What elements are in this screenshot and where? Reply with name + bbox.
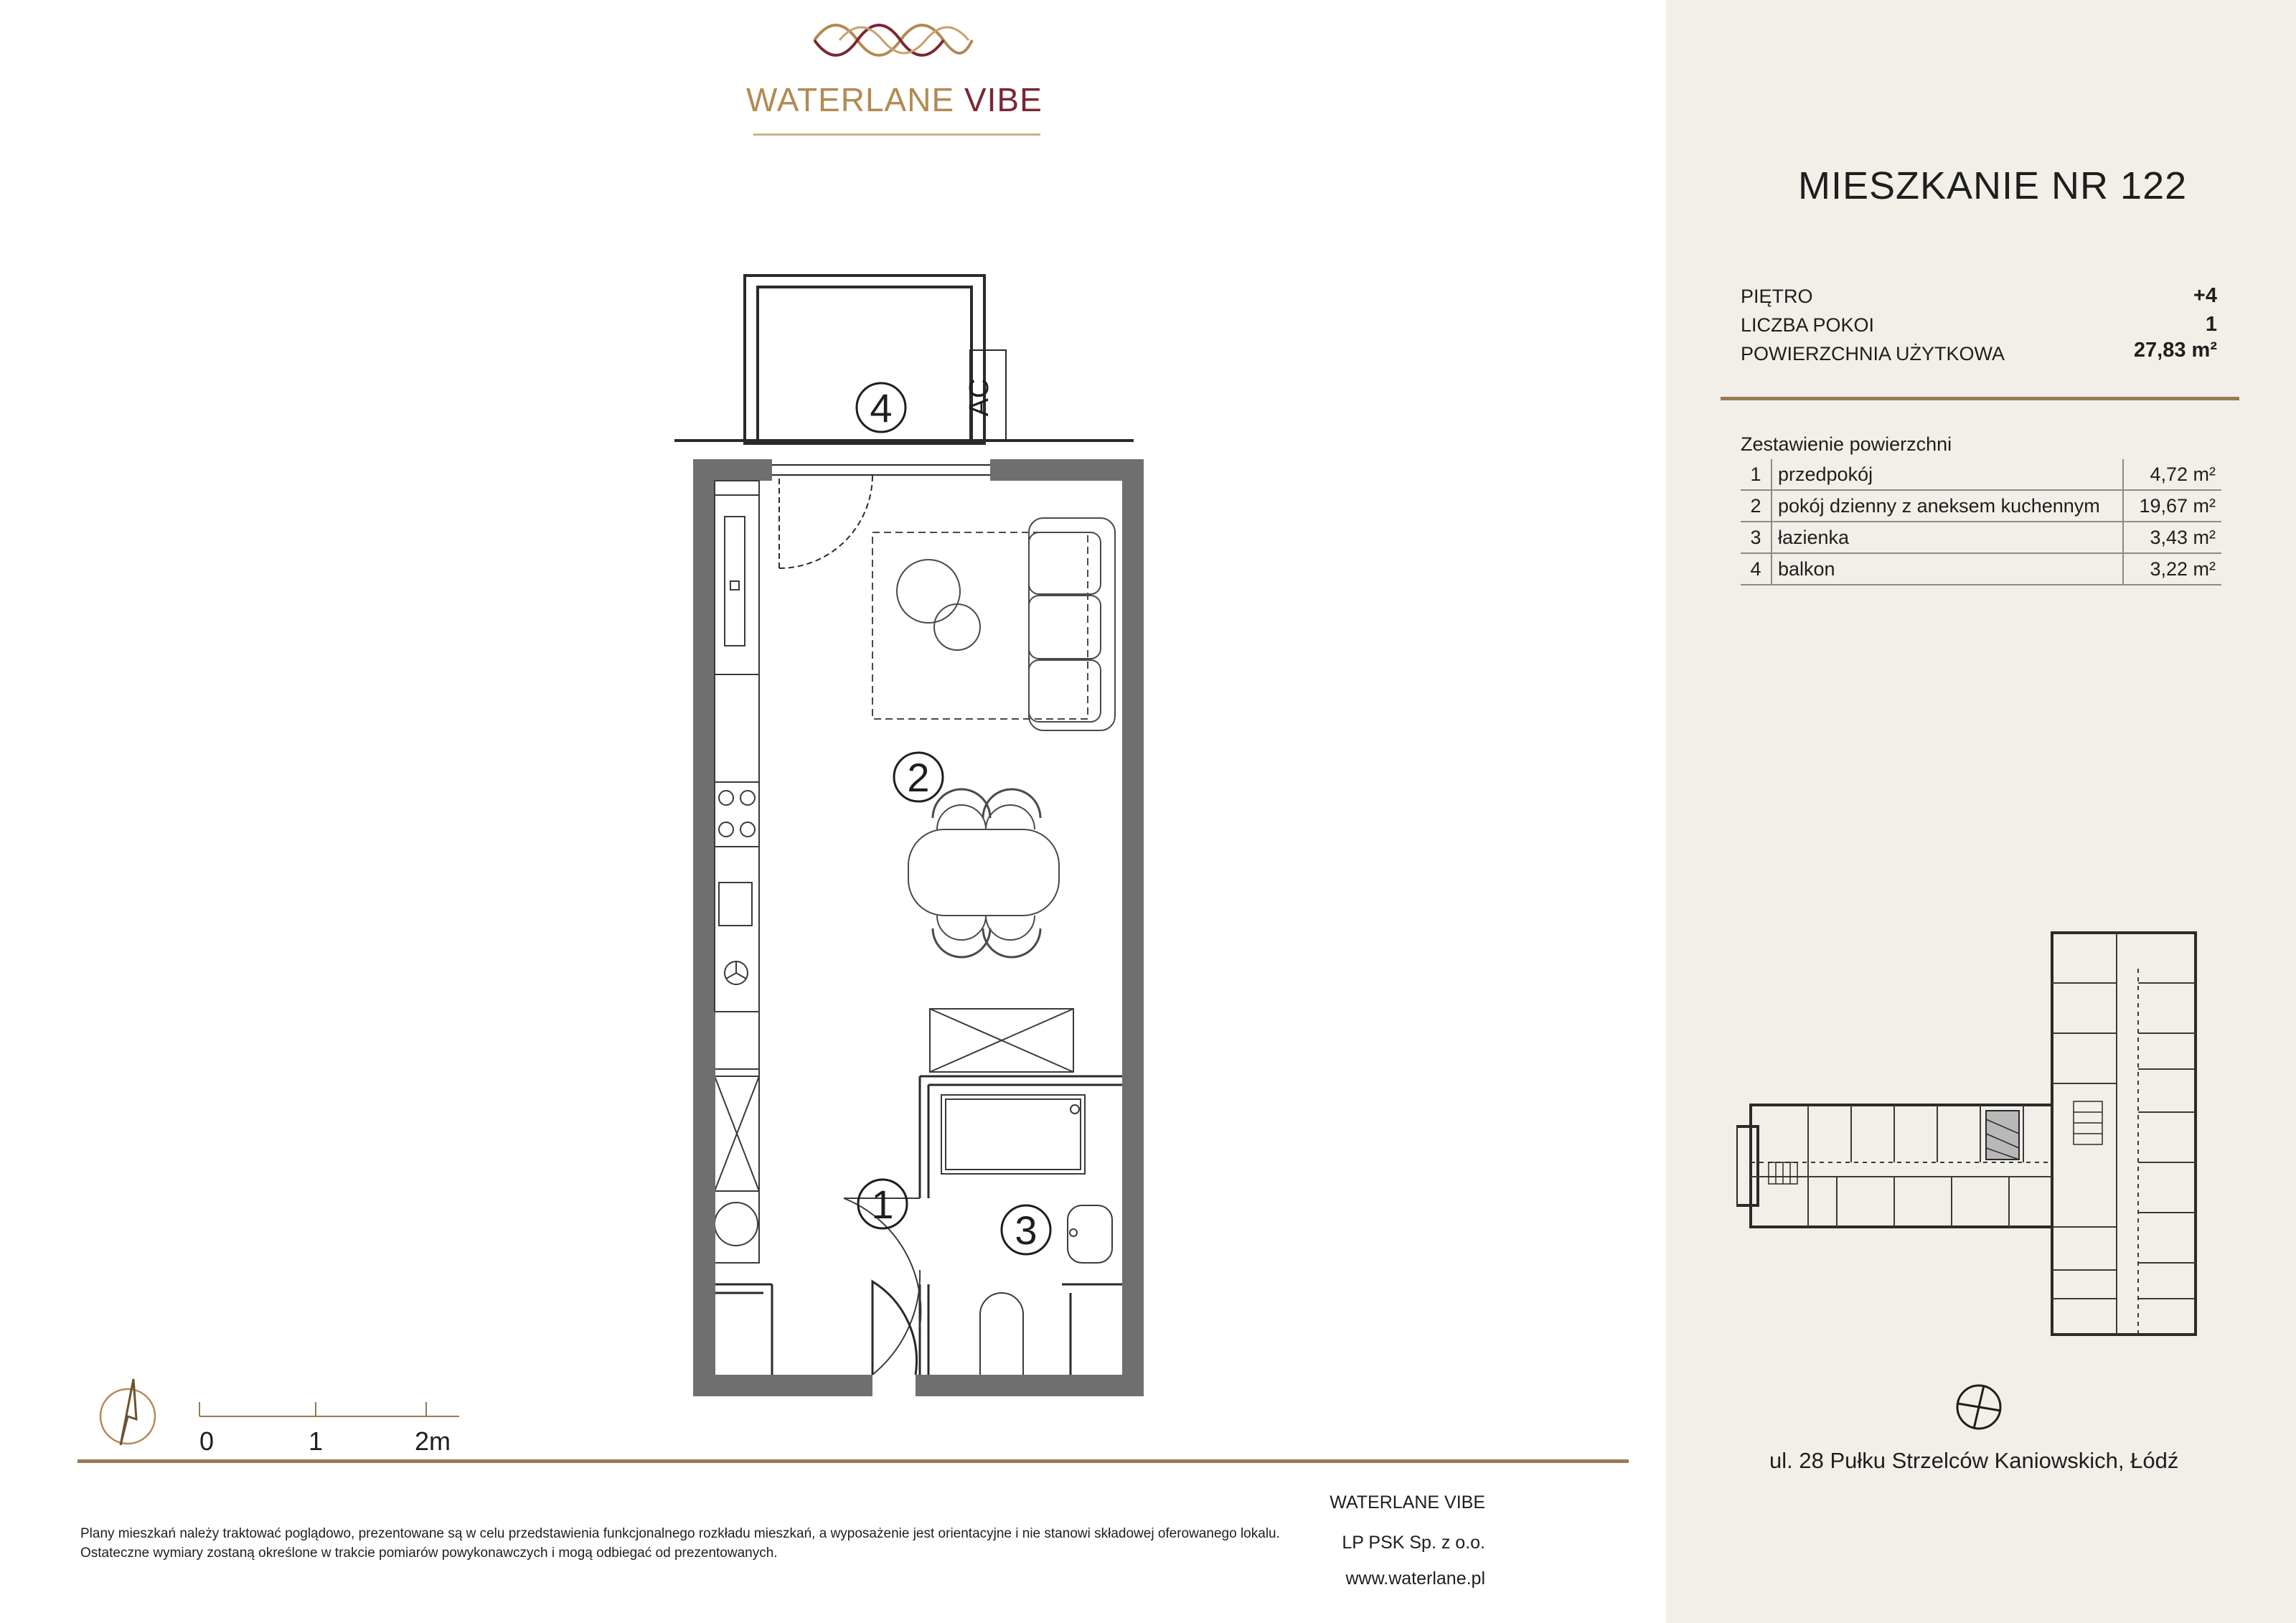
area-label: POWIERZCHNIA UŻYTKOWA (1741, 343, 2005, 364)
floor-plan (674, 265, 1148, 1413)
table-row (1741, 459, 2221, 490)
logo-word-waterlane: WATERLANE (746, 81, 955, 118)
disclaimer-line-2: Ostateczne wymiary zostaną określone w trakcie pomiarów powykonawczych i mogą odbiegać od prezentowanych. (80, 1546, 778, 1561)
company-legal: LP PSK Sp. z o.o. (1342, 1533, 1485, 1553)
room-number-2: 2 (907, 755, 930, 800)
table-row (1741, 522, 2221, 553)
compass-icon (1955, 1383, 2003, 1431)
room-area: 3,43 m² (2123, 522, 2221, 553)
room-number-3: 3 (1015, 1208, 1038, 1253)
bathtub (941, 1095, 1085, 1174)
sofa (1029, 518, 1115, 730)
company-name: WATERLANE VIBE (1330, 1492, 1485, 1513)
north-arrow-icon (92, 1376, 164, 1448)
table-row (1741, 553, 2221, 585)
row-number: 3 (1741, 522, 1772, 553)
scale-label-0: 0 (199, 1426, 215, 1456)
floor-label: PIĘTRO (1741, 286, 1813, 307)
disclaimer-line-1: Plany mieszkań należy traktować poglądowo, prezentowane są w celu przedstawienia funkcjonalnego rozkładu mieszkań, a wyposażenie jest orientacyjne i nie stanowi składowej oferowanego lokalu. (80, 1526, 1280, 1541)
toilet (980, 1293, 1023, 1375)
area-value: 27,83 m² (2133, 339, 2217, 362)
ac-label: AC (964, 378, 994, 417)
info-divider (1721, 397, 2239, 400)
room-name: przedpokój (1772, 459, 2123, 490)
area-breakdown-title: Zestawienie powierzchni (1741, 433, 1952, 455)
row-number: 2 (1741, 490, 1772, 522)
area-breakdown-table (1741, 459, 2221, 585)
room-name: balkon (1772, 553, 2123, 585)
scale-label-1: 1 (309, 1426, 324, 1456)
room-area: 3,22 m² (2123, 553, 2221, 585)
room-area: 4,72 m² (2123, 459, 2221, 490)
info-panel (1666, 0, 2296, 1623)
washbasin (1068, 1205, 1112, 1263)
room-name: pokój dzienny z aneksem kuchennym (1772, 490, 2123, 522)
table-row (1741, 490, 2221, 522)
apartment-title: MIESZKANIE NR 122 (1798, 164, 2188, 207)
logo-text (746, 80, 1043, 119)
dining-table (908, 789, 1059, 957)
row-number: 1 (1741, 459, 1772, 490)
rooms-label: LICZBA POKOI (1741, 314, 1875, 336)
row-number: 4 (1741, 553, 1772, 585)
coffee-table (897, 560, 960, 623)
address: ul. 28 Pułku Strzelców Kaniowskich, Łódź (1769, 1448, 2179, 1473)
scale-label-2m: 2m (415, 1426, 451, 1456)
walls (693, 459, 1144, 1396)
logo-underline (753, 133, 1040, 136)
scale-bar (194, 1399, 466, 1421)
logo-word-vibe: VIBE (964, 81, 1043, 118)
disclaimer (80, 1524, 1444, 1563)
room-area: 19,67 m² (2123, 490, 2221, 522)
website-link[interactable]: www.waterlane.pl (1345, 1568, 1485, 1589)
floor-value: +4 (2193, 284, 2217, 307)
wardrobe (930, 1009, 1073, 1072)
waves-logo-icon (811, 20, 976, 60)
kitchen-counter (715, 481, 759, 1263)
building-key-plan (1736, 926, 2224, 1342)
room-number-4: 4 (870, 385, 893, 431)
rooms-value: 1 (2205, 313, 2217, 336)
footer-divider (77, 1459, 1629, 1463)
highlighted-apartment (1986, 1111, 2019, 1159)
balcony (745, 276, 984, 443)
room-name: łazienka (1772, 522, 2123, 553)
room-number-1: 1 (871, 1182, 894, 1227)
